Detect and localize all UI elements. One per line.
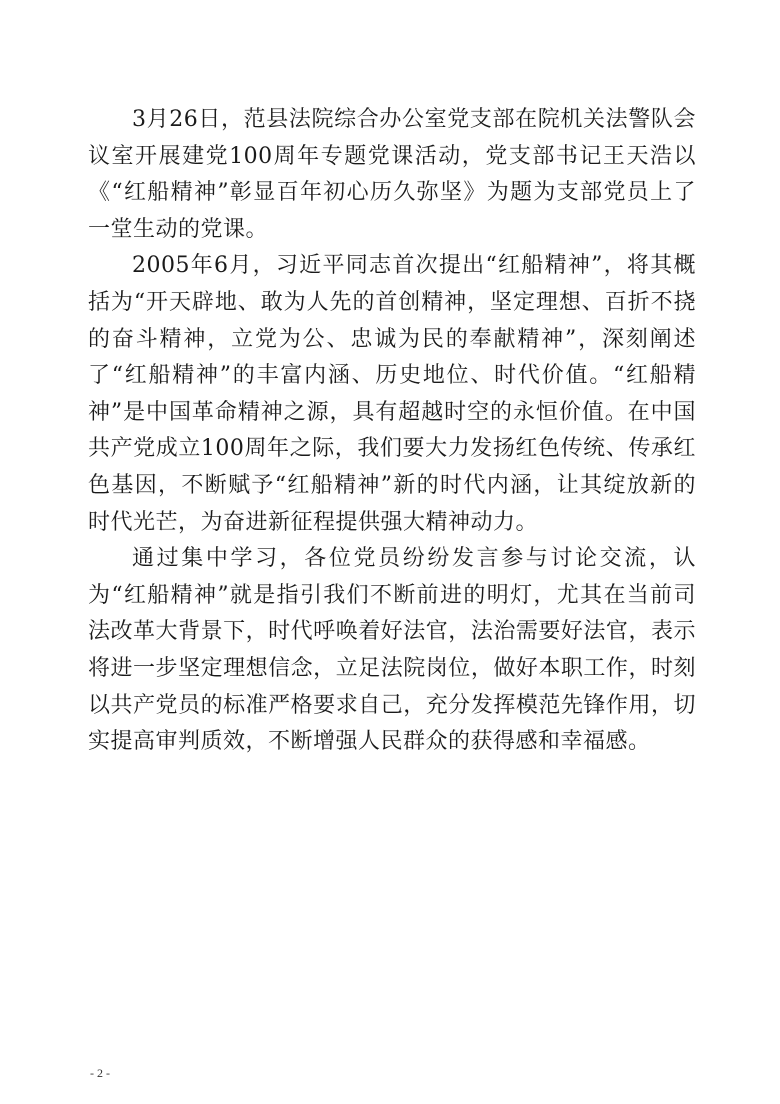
paragraph-3: 通过集中学习，各位党员纷纷发言参与讨论交流，认为“红船精神”就是指引我们不断前进的明灯，尤其在当前司法改革大背景下，时代呼唤着好法官，法治需要好法官，表示将进一步坚定理想信念，立足法院岗位，做好本职工作，时刻以共产党员的标准严格要求自己，充分发挥模范先锋作用，切实提高审判质效，不断增强人民群众的获得感和幸福感。 (88, 546, 696, 755)
paragraph-1: 3月26日，范县法院综合办公室党支部在院机关法警队会议室开展建党100周年专题党课活动，党支部书记王天浩以《“红船精神”彰显百年初心历久弥坚》为题为支部党员上了一堂生动的党课。 (88, 107, 696, 242)
paragraph-2: 2005年6月，习近平同志首次提出“红船精神”，将其概括为“开天辟地、敢为人先的首创精神，坚定理想、百折不挠的奋斗精神，立党为公、忠诚为民的奉献精神”，深刻阐述了“红船精神”的丰富内涵、历史地位、时代价值。“红船精神”是中国革命精神之源，具有超越时空的永恒价值。在中国共产党成立100周年之际，我们要大力发扬红色传统、传承红色基因，不断赋予“红船精神”新的时代内涵，让其绽放新的时代光芒，为奋进新征程提供强大精神动力。 (88, 253, 696, 535)
document-body (88, 102, 696, 761)
page-number: - 2 - (90, 1066, 110, 1080)
